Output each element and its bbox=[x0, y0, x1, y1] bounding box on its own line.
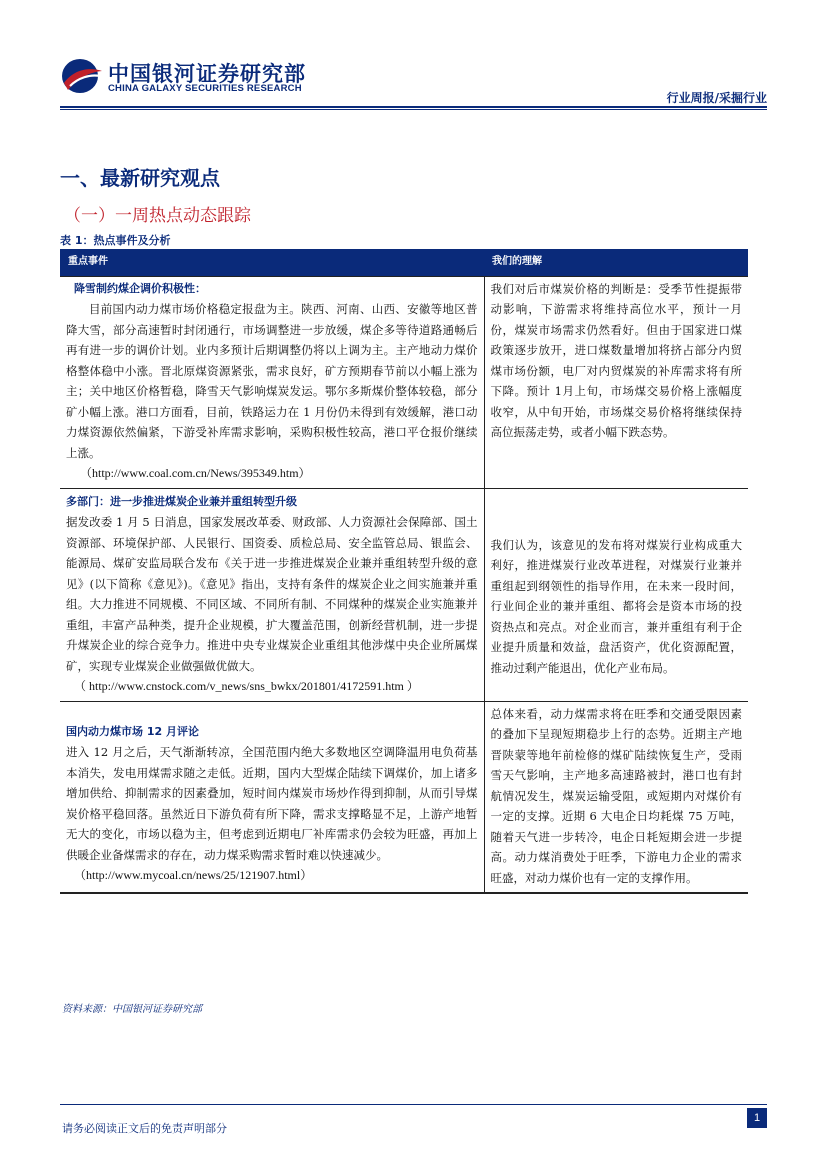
event-title: 多部门：进一步推进煤炭企业兼并重组转型升级 bbox=[66, 494, 297, 508]
view-cell bbox=[484, 701, 748, 893]
view-cell bbox=[484, 488, 748, 701]
event-body: 目前国内动力煤市场价格稳定报盘为主。陕西、河南、山西、安徽等地区普降大雪，部分高速暂时封闭通行，市场调整进一步放缓，煤企多等待道路通畅后再有进一步的调价计划。业内多预计后期调整仍将以上调为主。主产地动力煤价格整体稳中小涨。晋北原煤资源紧张，需求良好，矿方预期春节前以小幅上涨为主；关中地区价格暂稳，降雪天气影响煤炭发运。鄂尔多斯煤价整体较稳，部分矿小幅上涨。港口方面看，目前，铁路运力在 1 月份仍未得到有效缓解，港口动力煤资源依然偏紧，下游受补库需求影响，采购积极性较高，港口平仓报价继续上涨。 bbox=[66, 302, 478, 460]
header-divider bbox=[60, 106, 767, 108]
event-body: 进入 12 月之后，天气渐渐转凉，全国范围内绝大多数地区空调降温用电负荷基本消失，发电用煤需求随之走低。近期，国内大型煤企陆续下调煤价，加上诸多增加供给、抑制需求的因素叠加，短时间内煤炭市场炒作得到抑制，从而引导煤炭价格平稳回落。虽然近日下游负荷有所下降，需求支撑略显不足，上游产地暂无大的变化，市场以稳为主，但考虑到近期电厂补库需求仍会较为旺盛，再加上供暖企业备煤需求的存在，动力煤采购需求暂时难以快速减少。 bbox=[66, 745, 478, 862]
source-note: 资料来源：中国银河证券研究部 bbox=[62, 1004, 202, 1015]
event-cell bbox=[60, 701, 484, 893]
event-cell bbox=[60, 276, 484, 488]
report-type: 行业周报/采掘行业 bbox=[666, 91, 767, 105]
column-header-event: 重点事件 bbox=[60, 249, 484, 276]
subsection-heading: （一）一周热点动态跟踪 bbox=[64, 206, 251, 226]
source-link[interactable]: （http://www.coal.com.cn/News/395349.htm） bbox=[80, 466, 311, 480]
event-body: 据发改委 1 月 5 日消息，国家发展改革委、财政部、人力资源社会保障部、国土资源部、环境保护部、人民银行、国资委、质检总局、安全监管总局、银监会、能源局、煤矿安监局联合发布《关于进一步推进煤炭企业兼并重组转型升级的意见》(以下简称《意见》)。《意见》指出，支持有条件的煤炭企业之间实施兼并重组。大力推进不同规模、不同区域、不同所有制、不同煤种的煤炭企业实施兼并重组，丰富产品种类，提升企业规模，扩大覆盖范围，创新经营机制，进一步提升煤炭企业的综合竞争力。推进中央专业煤炭企业重组其他涉煤中央企业所属煤矿，实现专业煤炭企业做强做优做大。 bbox=[66, 515, 478, 673]
footer-divider bbox=[60, 1104, 767, 1105]
analysis-text: 总体来看，动力煤需求将在旺季和交通受限因素的叠加下呈现短期稳步上行的态势。近期主产地晋陕蒙等地年前检修的煤矿陆续恢复生产，受雨雪天气影响，主产地多高速路被封，港口也有封航情况发生，煤炭运输受阻，或短期内对煤价有一定的支撑。近期 6 大电企日均耗煤 75 万吨，随着天气进一步转冷，电企日耗短期会进一步提高。动力煤消费处于旺季，下游电力企业的需求旺盛，对动力煤价也有一定的支撑作用。 bbox=[490, 706, 742, 885]
event-title: 降雪制约煤企调价积极性： bbox=[74, 281, 206, 295]
source-link[interactable]: （ http://www.cnstock.com/v_news/sns_bwkx/201801/4172591.htm ） bbox=[74, 679, 419, 693]
table-row bbox=[60, 276, 748, 488]
disclaimer-note: 请务必阅读正文后的免责声明部分 bbox=[62, 1122, 227, 1135]
event-cell bbox=[60, 488, 484, 701]
logo-chinese-name: 中国银河证券研究部 bbox=[108, 62, 306, 86]
page-number: 1 bbox=[747, 1108, 767, 1128]
event-title: 国内动力煤市场 12 月评论 bbox=[66, 724, 199, 738]
view-cell bbox=[484, 276, 748, 488]
analysis-text: 我们对后市煤炭价格的判断是：受季节性提振带动影响，下游需求将维持高位水平，预计一月份，煤炭市场需求仍然看好。但由于国家进口煤政策逐步放开，进口煤数量增加将挤占部分内贸煤市场份额，电厂对内贸煤炭的补库需求将有所下降。预计 1月上旬，市场煤交易价格上涨幅度收窄，从中旬开始，市场煤交易价格将继续保持高位振荡走势，或者小幅下跌态势。 bbox=[490, 281, 742, 439]
analysis-text: 我们认为，该意见的发布将对煤炭行业构成重大利好，推进煤炭行业改革进程，对煤炭行业兼并重组起到纲领性的指导作用，在未来一段时间，行业间企业的兼并重组、都将会是资本市场的投资热点和亮点。对企业而言，兼并重组有利于企业提升质量和效益，盘活资产，优化资源配置，推动过剩产能退出，优化产业布局。 bbox=[490, 537, 742, 675]
hot-events-table bbox=[60, 249, 748, 894]
table-row bbox=[60, 701, 748, 893]
table-caption: 表 1：热点事件及分析 bbox=[60, 234, 171, 247]
galaxy-logo-icon bbox=[60, 56, 104, 96]
section-heading: 一、最新研究观点 bbox=[60, 166, 220, 190]
column-header-view: 我们的理解 bbox=[484, 249, 748, 276]
table-row bbox=[60, 488, 748, 701]
source-link[interactable]: （http://www.mycoal.cn/news/25/121907.html） bbox=[74, 868, 313, 882]
header-divider-thin bbox=[60, 109, 767, 110]
logo-english-name: CHINA GALAXY SECURITIES RESEARCH bbox=[108, 83, 302, 94]
